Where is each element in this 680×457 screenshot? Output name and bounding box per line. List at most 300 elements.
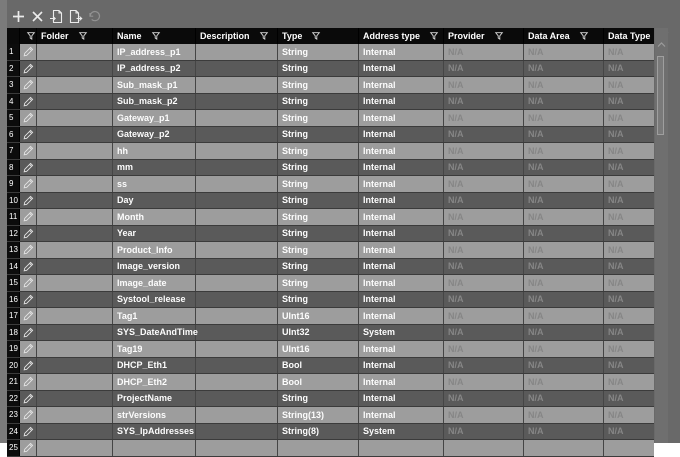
- pencil-edit-icon: [23, 96, 34, 107]
- cell-name[interactable]: strVersions: [113, 407, 196, 423]
- cell-address_type[interactable]: Internal: [359, 209, 444, 225]
- cell-description[interactable]: [196, 374, 278, 390]
- cell-folder[interactable]: [37, 275, 113, 291]
- table-row[interactable]: [7, 44, 654, 61]
- row-edit-button[interactable]: [20, 143, 37, 159]
- column-header-description[interactable]: [196, 28, 278, 44]
- cell-address_type[interactable]: Internal: [359, 44, 444, 60]
- cell-provider[interactable]: N/A: [444, 226, 524, 242]
- cell-description[interactable]: [196, 193, 278, 209]
- cell-folder[interactable]: [37, 374, 113, 390]
- cell-folder[interactable]: [37, 391, 113, 407]
- row-number: 1: [7, 44, 20, 60]
- cell-address_type[interactable]: Internal: [359, 61, 444, 77]
- cell-name[interactable]: IP_address_p1: [113, 44, 196, 60]
- row-number: 16: [7, 292, 20, 308]
- cell-data_area[interactable]: N/A: [524, 226, 604, 242]
- cell-folder[interactable]: [37, 160, 113, 176]
- cell-provider[interactable]: N/A: [444, 325, 524, 341]
- cell-description[interactable]: [196, 94, 278, 110]
- cell-address_type[interactable]: Internal: [359, 226, 444, 242]
- table-row[interactable]: [7, 110, 654, 127]
- funnel-filter-icon[interactable]: [425, 32, 438, 40]
- cell-data_area[interactable]: N/A: [524, 424, 604, 440]
- pencil-edit-icon: [23, 426, 34, 437]
- cell-provider[interactable]: N/A: [444, 259, 524, 275]
- pencil-edit-icon: [23, 195, 34, 206]
- cell-data_area[interactable]: N/A: [524, 407, 604, 423]
- funnel-filter-icon[interactable]: [307, 32, 320, 40]
- cell-data_area[interactable]: N/A: [524, 308, 604, 324]
- table-row[interactable]: [7, 292, 654, 309]
- table-row[interactable]: [7, 193, 654, 210]
- cell-type[interactable]: String: [278, 176, 359, 192]
- cell-folder[interactable]: [37, 110, 113, 126]
- cell-data_type[interactable]: N/A: [608, 393, 624, 404]
- cell-data_type[interactable]: N/A: [608, 195, 624, 206]
- cell-data_type[interactable]: N/A: [608, 343, 624, 354]
- table-row[interactable]: [7, 391, 654, 408]
- row-edit-button[interactable]: [20, 341, 37, 357]
- cell-description[interactable]: [196, 341, 278, 357]
- row-edit-button[interactable]: [20, 325, 37, 341]
- cell-address_type[interactable]: Internal: [359, 127, 444, 143]
- cell-address_type[interactable]: Internal: [359, 77, 444, 93]
- cell-folder[interactable]: [37, 44, 113, 60]
- funnel-filter-icon[interactable]: [74, 32, 87, 40]
- cell-data_area[interactable]: N/A: [524, 143, 604, 159]
- cell-type[interactable]: String: [278, 44, 359, 60]
- cell-provider[interactable]: N/A: [444, 44, 524, 60]
- cell-description[interactable]: [196, 358, 278, 374]
- cell-folder[interactable]: [37, 77, 113, 93]
- cell-data_area[interactable]: N/A: [524, 341, 604, 357]
- row-number: 10: [7, 193, 20, 209]
- row-edit-button[interactable]: [20, 292, 37, 308]
- cell-description[interactable]: [196, 44, 278, 60]
- cell-type[interactable]: String: [278, 127, 359, 143]
- cell-name[interactable]: Year: [113, 226, 196, 242]
- cell-description[interactable]: [196, 259, 278, 275]
- cell-data_area[interactable]: N/A: [524, 176, 604, 192]
- table-row[interactable]: [7, 325, 654, 342]
- row-edit-button[interactable]: [20, 308, 37, 324]
- cell-description[interactable]: [196, 275, 278, 291]
- undo-button[interactable]: [85, 7, 103, 25]
- cell-data_area[interactable]: N/A: [524, 160, 604, 176]
- cell-address_type[interactable]: Internal: [359, 407, 444, 423]
- cell-data_area[interactable]: N/A: [524, 127, 604, 143]
- row-edit-button[interactable]: [20, 44, 37, 60]
- cell-data_area[interactable]: N/A: [524, 358, 604, 374]
- cell-folder[interactable]: [37, 242, 113, 258]
- column-header-label: Type: [282, 31, 303, 41]
- row-edit-button[interactable]: [20, 358, 37, 374]
- cell-description[interactable]: [196, 440, 278, 456]
- table-row[interactable]: [7, 341, 654, 358]
- cell-description[interactable]: [196, 292, 278, 308]
- column-header-name[interactable]: [113, 28, 196, 44]
- cell-type[interactable]: String: [278, 391, 359, 407]
- cell-name[interactable]: Image_date: [113, 275, 196, 291]
- cell-address_type[interactable]: Internal: [359, 374, 444, 390]
- row-number: 11: [7, 209, 20, 225]
- cell-address_type[interactable]: Internal: [359, 110, 444, 126]
- cell-provider[interactable]: N/A: [444, 374, 524, 390]
- cell-type[interactable]: String: [278, 226, 359, 242]
- cell-provider[interactable]: N/A: [444, 407, 524, 423]
- cell-provider[interactable]: N/A: [444, 94, 524, 110]
- cell-description[interactable]: [196, 209, 278, 225]
- cell-type[interactable]: String(13): [278, 407, 359, 423]
- cell-provider[interactable]: N/A: [444, 110, 524, 126]
- cell-folder[interactable]: [37, 143, 113, 159]
- cell-data_type[interactable]: N/A: [608, 294, 624, 305]
- cell-data_type[interactable]: N/A: [608, 63, 624, 74]
- row-edit-button[interactable]: [20, 242, 37, 258]
- cell-address_type[interactable]: Internal: [359, 275, 444, 291]
- funnel-filter-icon[interactable]: [575, 32, 588, 40]
- cell-type[interactable]: String: [278, 259, 359, 275]
- cell-name[interactable]: Product_Info: [113, 242, 196, 258]
- cell-provider[interactable]: N/A: [444, 160, 524, 176]
- cell-type[interactable]: String: [278, 242, 359, 258]
- cell-description[interactable]: [196, 160, 278, 176]
- cell-folder[interactable]: [37, 292, 113, 308]
- cell-data_area[interactable]: N/A: [524, 94, 604, 110]
- table-row[interactable]: [7, 308, 654, 325]
- cell-data_area[interactable]: N/A: [524, 193, 604, 209]
- cell-data_type[interactable]: N/A: [608, 360, 624, 371]
- cell-description[interactable]: [196, 325, 278, 341]
- cell-data_type[interactable]: N/A: [608, 46, 624, 57]
- cell-data_type[interactable]: N/A: [608, 96, 624, 107]
- row-edit-button[interactable]: [20, 440, 37, 456]
- cell-type[interactable]: String: [278, 160, 359, 176]
- cell-folder[interactable]: [37, 127, 113, 143]
- row-edit-button[interactable]: [20, 176, 37, 192]
- cell-description[interactable]: [196, 308, 278, 324]
- row-number: 23: [7, 407, 20, 423]
- tag-table: [7, 28, 654, 453]
- cell-folder[interactable]: [37, 407, 113, 423]
- cell-data_type[interactable]: N/A: [608, 79, 624, 90]
- cell-provider[interactable]: [444, 440, 524, 456]
- table-row[interactable]: [7, 259, 654, 276]
- column-header-provider[interactable]: [444, 28, 524, 44]
- cell-folder[interactable]: [37, 325, 113, 341]
- column-header-type[interactable]: [278, 28, 359, 44]
- cell-data_area[interactable]: [524, 440, 604, 456]
- cell-address_type[interactable]: System: [359, 325, 444, 341]
- cell-address_type[interactable]: Internal: [359, 308, 444, 324]
- export-tags-button[interactable]: [66, 7, 84, 25]
- row-number: 21: [7, 374, 20, 390]
- pencil-edit-icon: [23, 129, 34, 140]
- cell-provider[interactable]: N/A: [444, 275, 524, 291]
- cell-name[interactable]: Sub_mask_p2: [113, 94, 196, 110]
- column-header-folder[interactable]: [37, 28, 113, 44]
- row-edit-button[interactable]: [20, 209, 37, 225]
- table-row[interactable]: [7, 209, 654, 226]
- cell-description[interactable]: [196, 176, 278, 192]
- table-row[interactable]: [7, 176, 654, 193]
- cell-provider[interactable]: N/A: [444, 77, 524, 93]
- pencil-edit-icon: [23, 393, 34, 404]
- cell-provider[interactable]: N/A: [444, 127, 524, 143]
- row-edit-button[interactable]: [20, 94, 37, 110]
- cell-description[interactable]: [196, 143, 278, 159]
- cell-data_area[interactable]: N/A: [524, 374, 604, 390]
- row-edit-button[interactable]: [20, 407, 37, 423]
- cell-type[interactable]: String: [278, 94, 359, 110]
- table-row[interactable]: [7, 127, 654, 144]
- table-row[interactable]: [7, 77, 654, 94]
- cell-data_type[interactable]: N/A: [608, 261, 624, 272]
- row-number: 19: [7, 341, 20, 357]
- cell-name[interactable]: Gateway_p2: [113, 127, 196, 143]
- cell-address_type[interactable]: Internal: [359, 143, 444, 159]
- cell-data_area[interactable]: N/A: [524, 242, 604, 258]
- cell-provider[interactable]: N/A: [444, 292, 524, 308]
- cell-data_type[interactable]: N/A: [608, 426, 624, 437]
- cell-name[interactable]: hh: [113, 143, 196, 159]
- cell-description[interactable]: [196, 61, 278, 77]
- row-edit-button[interactable]: [20, 61, 37, 77]
- funnel-filter-icon[interactable]: [255, 32, 268, 40]
- import-tags-button[interactable]: [47, 7, 65, 25]
- cell-folder[interactable]: [37, 226, 113, 242]
- cell-name[interactable]: mm: [113, 160, 196, 176]
- cell-description[interactable]: [196, 77, 278, 93]
- cell-address_type[interactable]: Internal: [359, 160, 444, 176]
- table-row[interactable]: [7, 143, 654, 160]
- cell-provider[interactable]: N/A: [444, 308, 524, 324]
- cell-data_type[interactable]: [604, 440, 654, 456]
- cell-provider[interactable]: N/A: [444, 193, 524, 209]
- table-row[interactable]: [7, 424, 654, 441]
- row-edit-button[interactable]: [20, 160, 37, 176]
- funnel-filter-icon[interactable]: [147, 32, 160, 40]
- cell-folder[interactable]: [37, 209, 113, 225]
- cell-provider[interactable]: N/A: [444, 242, 524, 258]
- row-edit-button[interactable]: [20, 259, 37, 275]
- cell-folder[interactable]: [37, 259, 113, 275]
- cell-data_type[interactable]: N/A: [608, 211, 624, 222]
- cell-address_type[interactable]: System: [359, 424, 444, 440]
- cell-data_type[interactable]: N/A: [608, 178, 624, 189]
- table-row[interactable]: [7, 94, 654, 111]
- cell-data_type[interactable]: N/A: [608, 112, 624, 123]
- cell-name[interactable]: SYS_IpAddresses: [113, 424, 196, 440]
- cell-data_type[interactable]: N/A: [608, 310, 624, 321]
- pencil-edit-icon: [23, 228, 34, 239]
- delete-x-icon: [31, 10, 44, 23]
- cell-address_type[interactable]: Internal: [359, 94, 444, 110]
- cell-type[interactable]: UInt32: [278, 325, 359, 341]
- row-edit-button[interactable]: [20, 110, 37, 126]
- pencil-edit-icon: [23, 327, 34, 338]
- pencil-edit-icon: [23, 277, 34, 288]
- cell-folder[interactable]: [37, 193, 113, 209]
- cell-provider[interactable]: N/A: [444, 209, 524, 225]
- toolbar: [9, 5, 103, 27]
- cell-name[interactable]: ss: [113, 176, 196, 192]
- cell-type[interactable]: String: [278, 193, 359, 209]
- cell-type[interactable]: Bool: [278, 358, 359, 374]
- cell-description[interactable]: [196, 226, 278, 242]
- vertical-scrollbar[interactable]: [655, 28, 668, 443]
- cell-provider[interactable]: N/A: [444, 176, 524, 192]
- cell-folder[interactable]: [37, 94, 113, 110]
- cell-address_type[interactable]: [359, 440, 444, 456]
- cell-address_type[interactable]: Internal: [359, 193, 444, 209]
- cell-data_type[interactable]: N/A: [608, 244, 624, 255]
- cell-type[interactable]: String: [278, 275, 359, 291]
- cell-folder[interactable]: [37, 358, 113, 374]
- cell-name[interactable]: SYS_DateAndTime: [113, 325, 196, 341]
- column-header-data_area[interactable]: [524, 28, 604, 44]
- table-row[interactable]: [7, 160, 654, 177]
- cell-data_type[interactable]: N/A: [608, 277, 624, 288]
- funnel-filter-icon[interactable]: [490, 32, 503, 40]
- cell-name[interactable]: Tag19: [113, 341, 196, 357]
- column-header-edit[interactable]: [20, 28, 37, 44]
- row-edit-button[interactable]: [20, 193, 37, 209]
- cell-description[interactable]: [196, 424, 278, 440]
- row-edit-button[interactable]: [20, 374, 37, 390]
- column-header-address_type[interactable]: [359, 28, 444, 44]
- cell-data_type[interactable]: N/A: [608, 327, 624, 338]
- row-edit-button[interactable]: [20, 391, 37, 407]
- scroll-up-arrow-icon[interactable]: [655, 40, 668, 50]
- cell-data_area[interactable]: N/A: [524, 275, 604, 291]
- cell-provider[interactable]: N/A: [444, 61, 524, 77]
- column-header-label: Folder: [41, 31, 69, 41]
- cell-name[interactable]: DHCP_Eth1: [113, 358, 196, 374]
- cell-provider[interactable]: N/A: [444, 341, 524, 357]
- pencil-edit-icon: [23, 63, 34, 74]
- cell-description[interactable]: [196, 407, 278, 423]
- cell-data_area[interactable]: N/A: [524, 391, 604, 407]
- cell-name[interactable]: IP_address_p2: [113, 61, 196, 77]
- table-row[interactable]: [7, 440, 654, 457]
- table-row[interactable]: [7, 358, 654, 375]
- cell-type[interactable]: String: [278, 209, 359, 225]
- cell-data_type[interactable]: N/A: [608, 228, 624, 239]
- cell-type[interactable]: UInt16: [278, 308, 359, 324]
- cell-type[interactable]: String(8): [278, 424, 359, 440]
- row-edit-button[interactable]: [20, 127, 37, 143]
- cell-folder[interactable]: [37, 61, 113, 77]
- column-header-data_type[interactable]: [604, 28, 654, 44]
- cell-type[interactable]: [278, 440, 359, 456]
- cell-folder[interactable]: [37, 176, 113, 192]
- cell-name[interactable]: [113, 440, 196, 456]
- cell-type[interactable]: String: [278, 143, 359, 159]
- cell-name[interactable]: Month: [113, 209, 196, 225]
- cell-data_type[interactable]: N/A: [608, 409, 624, 420]
- column-header-label: Data Type: [608, 31, 651, 41]
- row-edit-button[interactable]: [20, 275, 37, 291]
- cell-description[interactable]: [196, 391, 278, 407]
- cell-type[interactable]: UInt16: [278, 341, 359, 357]
- table-row[interactable]: [7, 61, 654, 78]
- cell-address_type[interactable]: Internal: [359, 358, 444, 374]
- cell-data_area[interactable]: N/A: [524, 61, 604, 77]
- delete-tag-button[interactable]: [28, 7, 46, 25]
- cell-data_area[interactable]: N/A: [524, 259, 604, 275]
- cell-name[interactable]: Gateway_p1: [113, 110, 196, 126]
- cell-name[interactable]: Systool_release: [113, 292, 196, 308]
- cell-data_type[interactable]: N/A: [608, 376, 624, 387]
- cell-address_type[interactable]: Internal: [359, 341, 444, 357]
- cell-name[interactable]: ProjectName: [113, 391, 196, 407]
- cell-data_type[interactable]: N/A: [608, 145, 624, 156]
- cell-address_type[interactable]: Internal: [359, 176, 444, 192]
- cell-name[interactable]: Image_version: [113, 259, 196, 275]
- cell-name[interactable]: DHCP_Eth2: [113, 374, 196, 390]
- cell-name[interactable]: Tag1: [113, 308, 196, 324]
- table-row[interactable]: [7, 407, 654, 424]
- cell-data_area[interactable]: N/A: [524, 110, 604, 126]
- add-tag-button[interactable]: [9, 7, 27, 25]
- row-edit-button[interactable]: [20, 77, 37, 93]
- cell-description[interactable]: [196, 127, 278, 143]
- cell-name[interactable]: Day: [113, 193, 196, 209]
- cell-address_type[interactable]: Internal: [359, 391, 444, 407]
- table-row[interactable]: [7, 242, 654, 259]
- cell-provider[interactable]: N/A: [444, 391, 524, 407]
- pencil-edit-icon: [23, 294, 34, 305]
- cell-provider[interactable]: N/A: [444, 358, 524, 374]
- cell-provider[interactable]: N/A: [444, 424, 524, 440]
- cell-type[interactable]: String: [278, 61, 359, 77]
- pencil-edit-icon: [23, 178, 34, 189]
- cell-type[interactable]: String: [278, 77, 359, 93]
- cell-data_type[interactable]: N/A: [608, 162, 624, 173]
- scrollbar-thumb[interactable]: [657, 56, 664, 135]
- cell-type[interactable]: Bool: [278, 374, 359, 390]
- column-header-label: Name: [117, 31, 142, 41]
- cell-folder[interactable]: [37, 341, 113, 357]
- cell-name[interactable]: Sub_mask_p1: [113, 77, 196, 93]
- table-row[interactable]: [7, 275, 654, 292]
- table-row[interactable]: [7, 226, 654, 243]
- table-row[interactable]: [7, 374, 654, 391]
- cell-provider[interactable]: N/A: [444, 143, 524, 159]
- cell-data_area[interactable]: N/A: [524, 209, 604, 225]
- cell-type[interactable]: String: [278, 292, 359, 308]
- cell-address_type[interactable]: Internal: [359, 242, 444, 258]
- cell-folder[interactable]: [37, 440, 113, 456]
- cell-description[interactable]: [196, 242, 278, 258]
- cell-address_type[interactable]: Internal: [359, 292, 444, 308]
- cell-data_area[interactable]: N/A: [524, 77, 604, 93]
- row-edit-button[interactable]: [20, 226, 37, 242]
- row-edit-button[interactable]: [20, 424, 37, 440]
- cell-folder[interactable]: [37, 308, 113, 324]
- cell-data_area[interactable]: N/A: [524, 44, 604, 60]
- funnel-filter-icon[interactable]: [22, 32, 35, 40]
- cell-data_area[interactable]: N/A: [524, 292, 604, 308]
- cell-data_area[interactable]: N/A: [524, 325, 604, 341]
- cell-folder[interactable]: [37, 424, 113, 440]
- cell-data_type[interactable]: N/A: [608, 129, 624, 140]
- cell-address_type[interactable]: Internal: [359, 259, 444, 275]
- cell-type[interactable]: String: [278, 110, 359, 126]
- cell-description[interactable]: [196, 110, 278, 126]
